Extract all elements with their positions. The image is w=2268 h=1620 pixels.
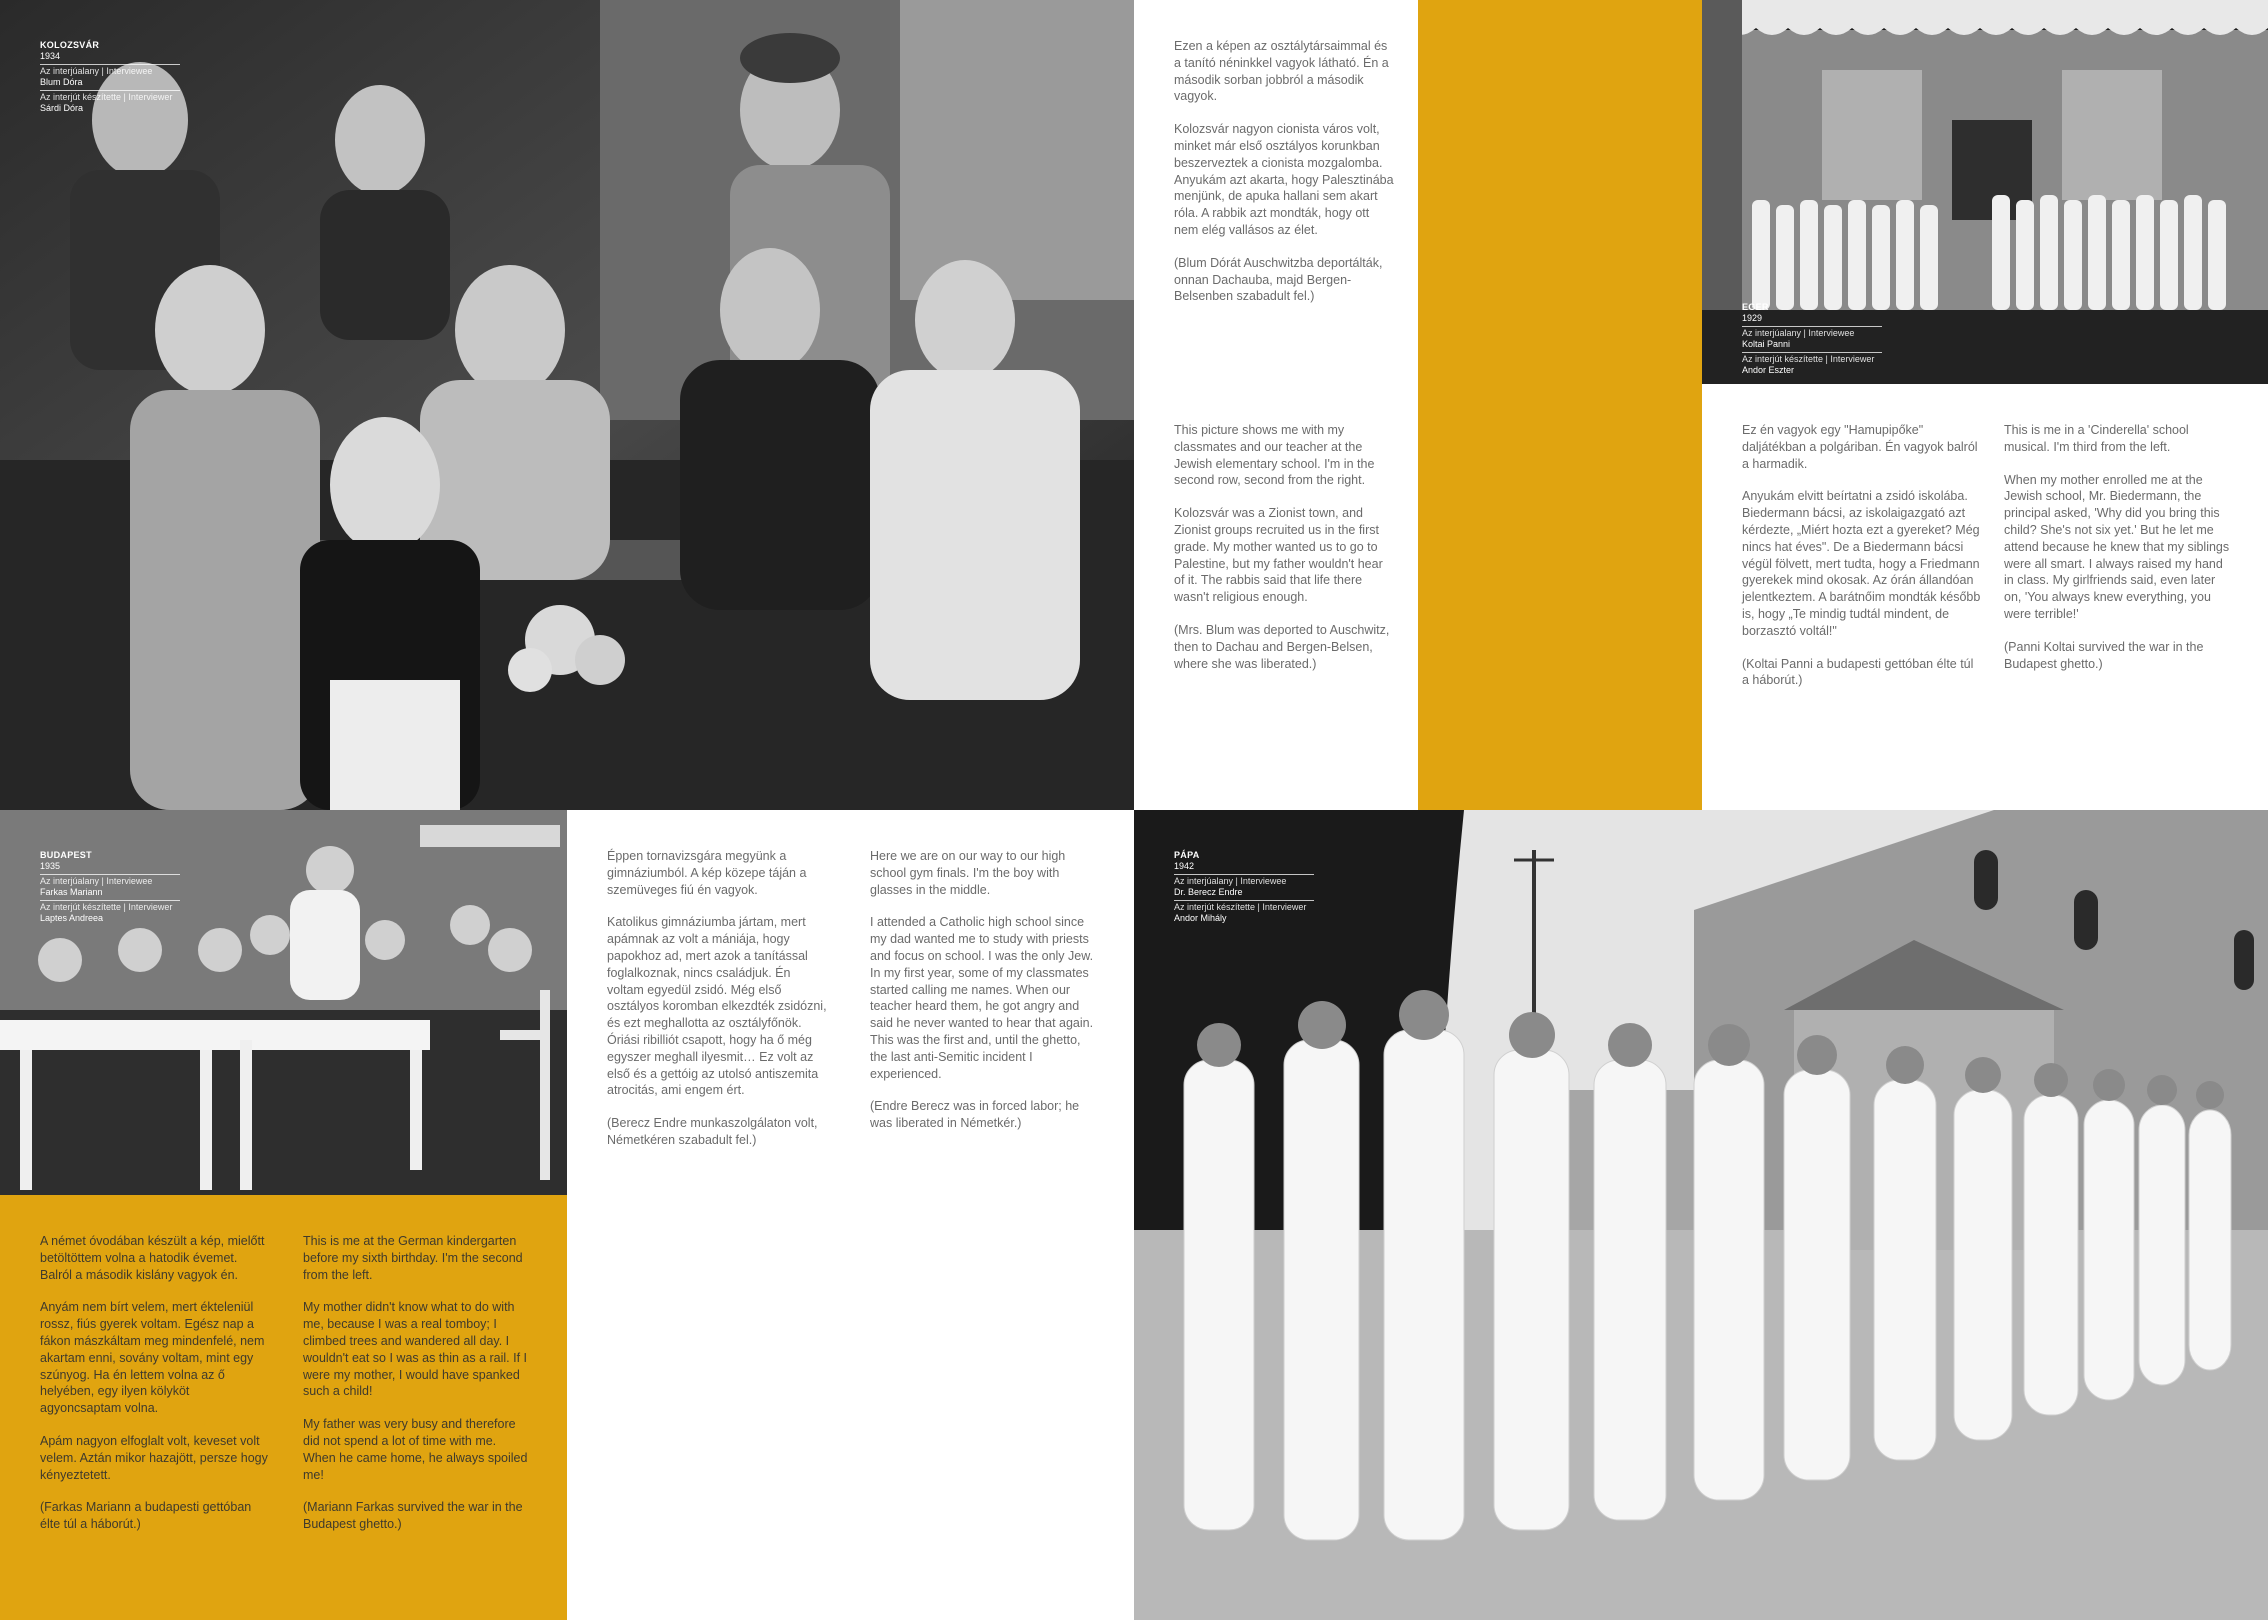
interviewer-name: Andor Eszter — [1742, 365, 1795, 375]
eger-text-panel — [1702, 384, 2268, 810]
year: 1935 — [40, 861, 61, 871]
interviewee-label: Az interjúalany | Interviewee — [40, 66, 153, 76]
paragraph: Kolozsvár nagyon cionista város volt, minket már első osztályos korunkban beszerveztek a cionista mozgalomba. Anyukám azt akarta, hogy Palesztinába menjünk, de apuka hallani sem akart róla. A rabbik azt mondták, hogy ott nem elég vallásos az élet. — [1174, 122, 1394, 237]
year: 1934 — [40, 51, 61, 61]
paragraph: Anyám nem bírt velem, mert ékteleniül rossz, fiús gyerek voltam. Egész nap a fákon mászkáltam meg mindenfelé, nem akartam enni, sovány voltam, mint egy szúnyog. Ha én lettem volna az ő helyében, egy ilyen kölyköt agyoncsaptam volna. — [40, 1300, 265, 1416]
year: 1929 — [1742, 313, 1763, 323]
paragraph: (Blum Dórát Auschwitzba deportálták, onnan Dachauba, majd Bergen-Belsenben szabadult fel.) — [1174, 255, 1383, 304]
interviewee-label: Az interjúalany | Interviewee — [1742, 328, 1855, 338]
classroom-photo-illustration — [0, 0, 1134, 810]
interviewee-name: Koltai Panni — [1742, 339, 1791, 349]
interviewer-label: Az interjút készítette | Interviewer — [40, 92, 173, 102]
interviewee-name: Blum Dóra — [40, 77, 83, 87]
paragraph: (Endre Berecz was in forced labor; he was liberated in Németkér.) — [870, 1099, 1080, 1131]
papa-caption — [1174, 850, 1314, 924]
kolozsvar-hungarian-text — [1174, 38, 1396, 321]
paragraph: (Farkas Mariann a budapesti gettóban élte túl a háborút.) — [40, 1500, 252, 1532]
gold-color-block — [1418, 0, 1702, 810]
divider — [1742, 326, 1882, 327]
interviewer-label: Az interjút készítette | Interviewer — [1174, 902, 1307, 912]
paragraph: This is me in a 'Cinderella' school musical. I'm third from the left. — [2004, 423, 2189, 454]
paragraph: (Mrs. Blum was deported to Auschwitz, then to Dachau and Bergen-Belsen, where she was liberated.) — [1174, 622, 1390, 671]
paragraph: Here we are on our way to our high school gym finals. I'm the boy with glasses in the middle. — [870, 849, 1066, 897]
paragraph: This picture shows me with my classmates and our teacher at the Jewish elementary school. I'm in the second row, second from the right. — [1174, 423, 1375, 488]
paragraph: Katolikus gimnáziumba jártam, mert apámnak az volt a mániája, hogy papokhoz ad, mert azok a tanítással foglalkoznak, nincs családjuk. Én voltam egyedül zsidó. Még első osztályos koromban elkezdték zsidózni, és ezt meghallotta az osztályfőnök. Óriási ribilliót csapott, hogy ha ő még egyszer meghall ilyesmit… Ez volt az első és a gettóig az utolsó antiszemita atrocitás, ami engem ért. — [607, 915, 827, 1098]
divider — [40, 900, 180, 901]
interviewee-label: Az interjúalany | Interviewee — [40, 876, 153, 886]
budapest-text-panel — [0, 1195, 567, 1620]
interviewer-label: Az interjút készítette | Interviewer — [1742, 354, 1875, 364]
paragraph: My father was very busy and therefore did not spend a lot of time with me. When he came home, he always spoiled me! — [303, 1417, 528, 1482]
budapest-english-text — [303, 1233, 531, 1549]
interviewee-name: Farkas Mariann — [40, 887, 103, 897]
paragraph: Éppen tornavizsgára megyünk a gimnáziumból. A kép közepe táján a szemüveges fiú én vagyok. — [607, 849, 807, 897]
interviewee-name: Dr. Berecz Endre — [1174, 887, 1243, 897]
divider — [1742, 352, 1882, 353]
paragraph: A német óvodában készült a kép, mielőtt betöltöttem volna a hatodik évemet. Balról a második kislány vagyok én. — [40, 1234, 265, 1282]
divider — [1174, 900, 1314, 901]
divider — [1174, 874, 1314, 875]
paragraph: This is me at the German kindergarten before my sixth birthday. I'm the second from the left. — [303, 1234, 523, 1282]
kolozsvar-english-text — [1174, 422, 1396, 688]
paragraph: My mother didn't know what to do with me, because I was a real tomboy; I climbed trees and wandered all day. I wouldn't eat so I was as thin as a rail. If I were my mother, I would have spanked such a child! — [303, 1300, 528, 1399]
paragraph: I attended a Catholic high school since my dad wanted me to study with priests and focus on school. I was the only Jew. In my first year, some of my classmates started calling me names. When our teacher heard them, he got angry and said he never wanted to hear that again. This was the first and, until the ghetto, the last anti-Semitic incident I experienced. — [870, 915, 1094, 1081]
place-name: PÁPA — [1174, 850, 1200, 860]
eger-photo — [1702, 0, 2268, 384]
paragraph: Kolozsvár was a Zionist town, and Zionist groups recruited us in the first grade. My mother wanted us to go to Palestine, but my father wouldn't hear of it. The rabbis said that life there wasn't religious enough. — [1174, 506, 1383, 605]
eger-english-text — [2004, 422, 2236, 688]
eger-hungarian-text — [1742, 422, 1982, 705]
interviewer-name: Andor Mihály — [1174, 913, 1227, 923]
year: 1942 — [1174, 861, 1195, 871]
paragraph: When my mother enrolled me at the Jewish school, Mr. Biedermann, the principal asked, 'Why did you bring this child? She's not six yet.' But he let me attend because he knew that my siblings were all smart. I always raised my hand in class. My girlfriends said, even later on, 'You always knew everything, you were terrible!' — [2004, 472, 2230, 621]
divider — [40, 874, 180, 875]
place-name: BUDAPEST — [40, 850, 92, 860]
papa-text-panel — [567, 810, 1134, 1620]
budapest-caption — [40, 850, 180, 924]
paragraph: (Koltai Panni a budapesti gettóban élte túl a háborút.) — [1742, 656, 1974, 688]
interviewee-label: Az interjúalany | Interviewee — [1174, 876, 1287, 886]
divider — [40, 64, 180, 65]
divider — [40, 90, 180, 91]
paragraph: Ezen a képen az osztálytársaimmal és a tanító néninkkel vagyok látható. Én a második sorban jobbról a második vagyok. — [1174, 39, 1389, 104]
place-name: EGER — [1742, 302, 1769, 312]
papa-english-text — [870, 848, 1098, 1148]
marching-students-photo-illustration — [1134, 810, 2268, 1620]
interviewer-name: Laptes Andreea — [40, 913, 104, 923]
interviewer-label: Az interjút készítette | Interviewer — [40, 902, 173, 912]
papa-hungarian-text — [607, 848, 829, 1165]
kolozsvar-photo — [0, 0, 1134, 810]
papa-photo — [1134, 810, 2268, 1620]
interviewer-name: Sárdi Dóra — [40, 103, 84, 113]
budapest-photo — [0, 810, 567, 1195]
paragraph: Anyukám elvitt beírtatni a zsidó iskolába. Biedermann bácsi, az iskolaigazgató azt kérdezte, „Miért hozta ezt a gyereket? Még nincs hat éves". De a Biedermann bácsi végül fölvett, mert tudta, hogy a Friedmann gyerekek mind okosak. Az órán állandóan jelentkeztem. A barátnőim mondták később is, hogy „Te mindig tudtál mindent, de borzasztó voltál!" — [1742, 489, 1981, 638]
paragraph: (Mariann Farkas survived the war in the Budapest ghetto.) — [303, 1500, 523, 1532]
paragraph: (Panni Koltai survived the war in the Budapest ghetto.) — [2004, 639, 2204, 671]
paragraph: Apám nagyon elfoglalt volt, keveset volt velem. Aztán mikor hazajött, persze hogy kényeztetett. — [40, 1433, 268, 1482]
paragraph: (Berecz Endre munkaszolgálaton volt, Németkéren szabadult fel.) — [607, 1116, 818, 1147]
place-name: KOLOZSVÁR — [40, 40, 100, 50]
budapest-hungarian-text — [40, 1233, 268, 1549]
paragraph: Ez én vagyok egy "Hamupipőke" daljátékban a polgáriban. Én vagyok balról a harmadik. — [1742, 423, 1978, 471]
kolozsvar-caption — [40, 40, 180, 114]
eger-caption — [1742, 302, 1882, 376]
kolozsvar-text-panel — [1134, 0, 1418, 810]
